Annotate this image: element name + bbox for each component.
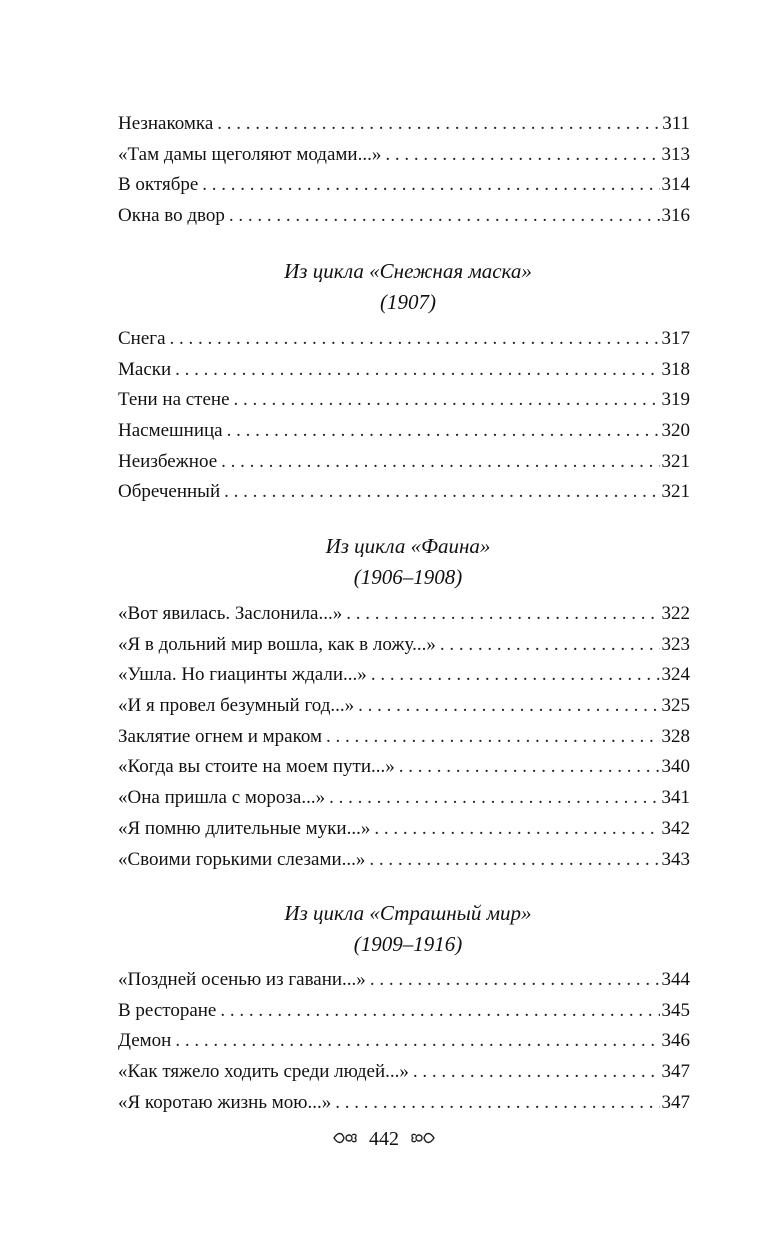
cycle-heading-snow-mask <box>108 256 708 318</box>
toc-entry: Обреченный . . . 321 <box>118 477 690 508</box>
cycle-title: Из цикла «Страшный мир» <box>284 901 532 925</box>
toc-entry: Маски . . . 318 <box>118 355 690 386</box>
toc-entry: Незнакомка . . . 311 <box>118 109 690 140</box>
toc-entry: «Вот явилась. Заслонила...» . . . 322 <box>118 599 690 630</box>
toc-entry: «Поздней осенью из гавани...» . . . 344 <box>118 965 690 996</box>
toc-section-1 <box>118 324 690 508</box>
toc-section-0 <box>118 109 690 232</box>
toc-entry: Окна во двор . . . 316 <box>118 201 690 232</box>
toc-entry: «Когда вы стоите на моем пути...» . . . 340 <box>118 752 690 783</box>
toc-entry: «Своими горькими слезами...» . . . 343 <box>118 845 690 876</box>
toc-entry: Насмешница . . . 320 <box>118 416 690 447</box>
toc-entry: Тени на стене . . . 319 <box>118 385 690 416</box>
toc-entry: «Там дамы щеголяют модами...» . . . 313 <box>118 140 690 171</box>
cycle-years: (1909–1916) <box>353 932 463 956</box>
page-number-footer <box>0 1128 768 1152</box>
cycle-title: Из цикла «Снежная маска» <box>284 259 532 283</box>
toc-entry: «Я помню длительные муки...» . . . 342 <box>118 814 690 845</box>
page-number: 442 <box>369 1128 399 1150</box>
toc-section-2 <box>118 599 690 875</box>
cycle-heading-terrible-world <box>108 898 708 960</box>
toc-entry: «И я провел безумный год...» . . . 325 <box>118 691 690 722</box>
toc-entry: «Я коротаю жизнь мою...» . . . 347 <box>118 1088 690 1119</box>
floral-ornament-icon <box>410 1129 436 1152</box>
toc-entry: В ресторане . . . 345 <box>118 996 690 1027</box>
floral-ornament-icon <box>332 1129 358 1152</box>
toc-entry: Снега . . . 317 <box>118 324 690 355</box>
toc-entry: Заклятие огнем и мраком . . . 328 <box>118 722 690 753</box>
toc-entry: Демон . . . 346 <box>118 1026 690 1057</box>
toc-entry: Неизбежное . . . 321 <box>118 447 690 478</box>
toc-section-3 <box>118 965 690 1118</box>
toc-entry: «Как тяжело ходить среди людей...» . . . 347 <box>118 1057 690 1088</box>
cycle-years: (1907) <box>380 290 436 314</box>
cycle-title: Из цикла «Фаина» <box>325 534 491 558</box>
toc-entry: «Она пришла с мороза...» . . . 341 <box>118 783 690 814</box>
toc-entry: «Я в дольний мир вошла, как в ложу...» . . . 323 <box>118 630 690 661</box>
toc-entry: «Ушла. Но гиацинты ждали...» . . . 324 <box>118 660 690 691</box>
cycle-heading-faina <box>108 531 708 593</box>
cycle-years: (1906–1908) <box>353 565 463 589</box>
toc-entry: В октябре . . . 314 <box>118 170 690 201</box>
